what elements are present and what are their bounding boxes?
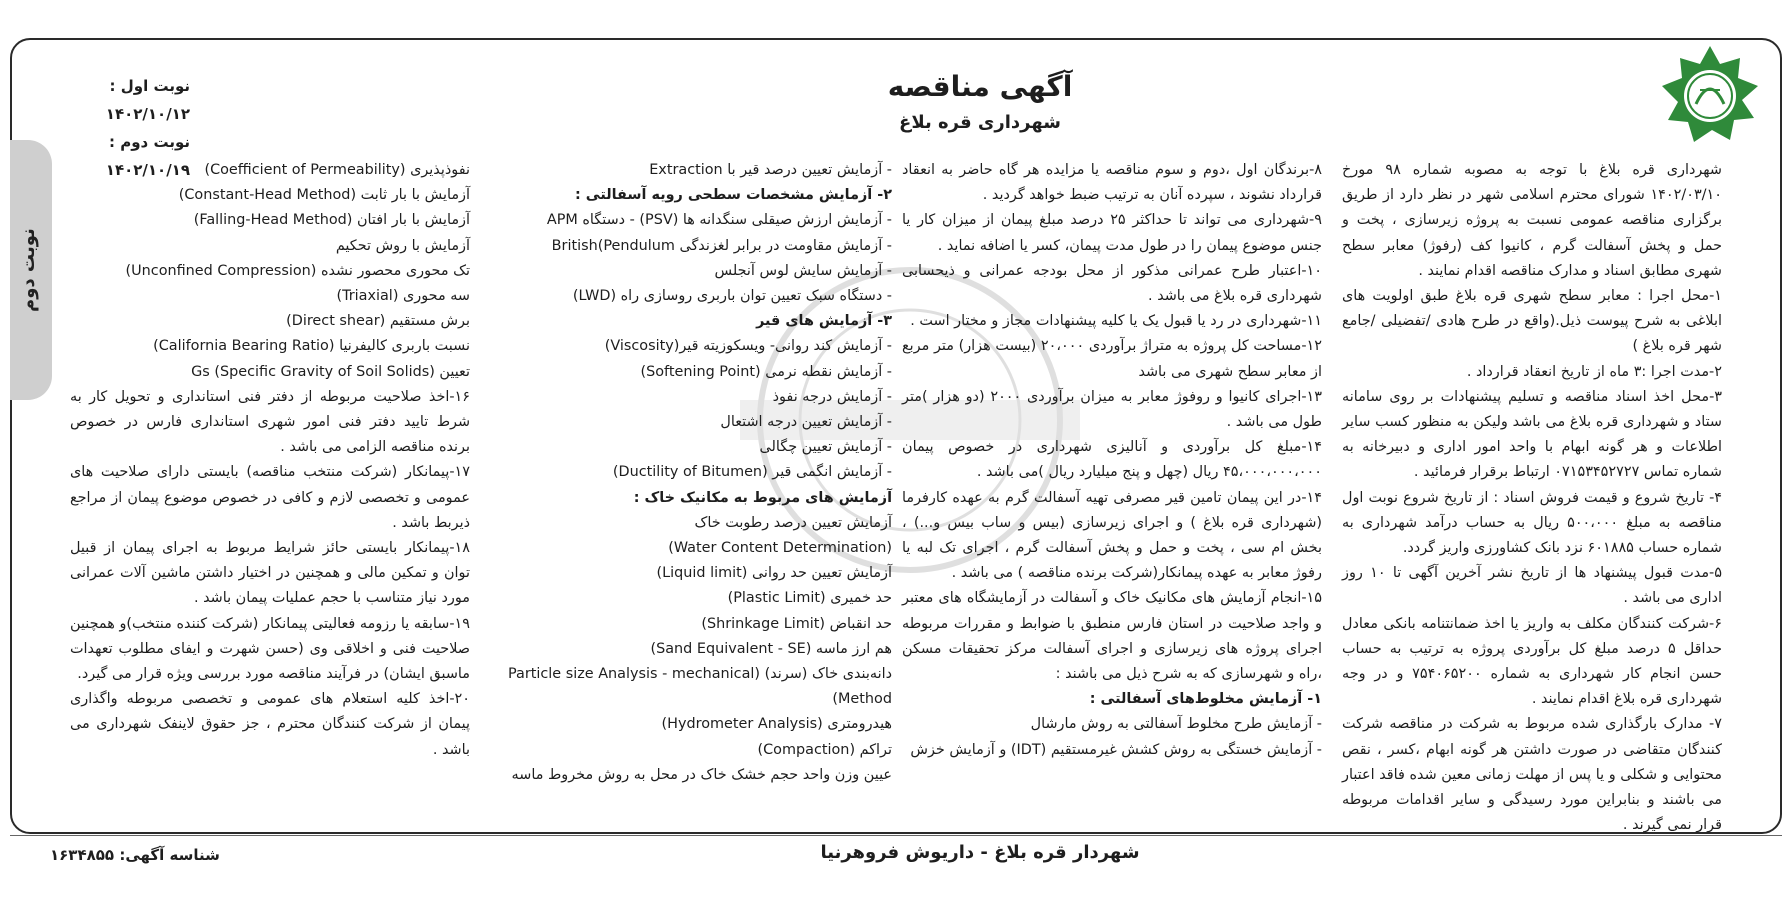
paragraph: ۱۳-اجرای کانیوا و روفوژ معابر به میزان برآوردی ۲۰۰۰ (دو هزار )متر طول می باشد . bbox=[902, 388, 1322, 431]
page-subtitle: شهرداری قره بلاغ bbox=[899, 112, 1061, 133]
paragraph: ۱۴-در این پیمان تامین قیر مصرفی تهیه آسفالت گرم به عهده کارفرما (شهرداری قره بلاغ ) و اجرای زیرسازی (بیس و ساب بیس و...) ، بخش ام سی ، پخت و حمل و پخش آسفالت گرم ، اجرای تک لبه یا رفوژ معابر به عهده پیمانکار(شرکت برنده مناقصه ) می باشد . bbox=[902, 489, 1322, 582]
paragraph: ۱۶-اخذ صلاحیت مربوطه از دفتر فنی استانداری و تحویل کار به شرط تایید دفتر فنی امور شهری استانداری فارس در خصوص برنده مناقصه الزامی می باشد . bbox=[70, 388, 470, 456]
side-tab-label: نوبت دوم bbox=[18, 228, 39, 312]
list-item: - آزمایش تعیین درصد قیر با Extraction bbox=[649, 162, 892, 178]
list-item: دانه‌بندی خاک (سرند) (Particle size Analysis - mechanical Method) bbox=[507, 666, 892, 708]
paragraph: ۲-مدت اجرا :۳ ماه از تاریخ انعقاد قرارداد . bbox=[1466, 363, 1722, 380]
list-item: حد خمیری (Plastic Limit) bbox=[727, 590, 892, 607]
paragraph: ۱۵-انجام آزمایش های مکانیک خاک و آسفالت در آزمایشگاه های معتبر و واجد صلاحیت در استان فارس منطبق با ضوابط و مقررات مربوطه اجرای پروژه های زیرسازی و اجرای آسفالت مرکز تحقیقات مسکن ،راه و شهرسازی که به شرح ذیل می باشند : bbox=[902, 590, 1322, 683]
list-item: - آزمایش انگمی قیر (Ductility of Bitumen) bbox=[612, 464, 892, 481]
paragraph: ۹-شهرداری می تواند تا حداکثر ۲۵ درصد مبلغ پیمان از میزان کار یا جنس موضوع پیمان را در طول مدت پیمان، کسر یا اضافه نماید . bbox=[902, 212, 1322, 254]
paragraph: ۱۸-پیمانکار بایستی حائز شرایط مربوط به اجرای پیمان از قبیل توان و تمکین مالی و همچنین در اختیار داشتن ماشین آلات عمرانی مورد نیاز متناسب با حجم عملیات پیمان باشد . bbox=[70, 540, 470, 607]
paragraph: ۱۰-اعتبار طرح عمرانی مذکور از محل بودجه عمرانی و ذیحسابی شهرداری قره بلاغ می باشد . bbox=[902, 262, 1322, 305]
ad-id: شناسه آگهی: ۱۶۳۴۸۵۵ bbox=[50, 846, 220, 864]
municipality-logo-icon bbox=[1658, 44, 1762, 148]
list-item: - آزمایش نقطه نرمی (Softening Point) bbox=[640, 363, 892, 380]
list-item: (Water Content Determination) bbox=[668, 540, 892, 557]
paragraph: ۱۱-شهرداری در رد یا قبول یک یا کلیه پیشنهادات مجاز و مختار است . bbox=[910, 313, 1322, 330]
paragraph: ۵-مدت قبول پیشنهاد ها از تاریخ نشر آخرین آگهی تا ۱۰ روز اداری می باشد . bbox=[1342, 565, 1722, 607]
list-item: آزمایش با بار ثابت (Constant-Head Method) bbox=[178, 187, 470, 204]
list-item: هیدرومتری (Hydrometer Analysis) bbox=[661, 716, 892, 733]
list-item: برش مستقیم (Direct shear) bbox=[286, 313, 470, 330]
list-item: نفوذپذیری (Coefficient of Permeability) bbox=[204, 162, 470, 178]
column-1 bbox=[1342, 158, 1722, 838]
list-item: - آزمایش تعیین چگالی bbox=[759, 439, 892, 456]
paragraph: ۴- تاریخ شروع و قیمت فروش اسناد : از تاریخ شروع نوبت اول مناقصه به مبلغ ۵۰۰،۰۰۰ ریال به حساب درآمد شهرداری به شماره حساب ۶۰۱۸۸۵ نزد بانک کشاورزی واریز گردد. bbox=[1342, 489, 1722, 557]
column-4 bbox=[70, 158, 470, 763]
list-item: - آزمایش سایش لوس آنجلس bbox=[714, 262, 892, 279]
list-item: - آزمایش تعیین درجه اشتعال bbox=[720, 414, 892, 431]
list-item: تعیین (Gs (Specific Gravity of Soil Solids bbox=[191, 363, 470, 380]
footer-divider bbox=[10, 835, 1782, 836]
paragraph: ۱۲-مساحت کل پروژه به متراژ برآوردی ۲۰،۰۰۰ (بیست هزار) متر مربع از معابر سطح شهری می باشد bbox=[902, 338, 1322, 380]
paragraph: ۱۷-پیمانکار (شرکت منتخب مناقصه) بایستی دارای صلاحیت های عمومی و تخصصی لازم و کافی در خصوص موضوع پیمان از مراجع ذیربط باشد . bbox=[70, 464, 470, 531]
list-item: هم ارز ماسه (Sand Equivalent - SE) bbox=[650, 640, 892, 657]
second-notice-date: نوبت دوم : ۱۴۰۲/۱۰/۱۹ bbox=[105, 133, 190, 179]
paragraph: شهرداری قره بلاغ با توجه به مصوبه شماره ۹۸ مورخ ۱۴۰۲/۰۳/۱۰ شورای محترم اسلامی شهر در نظر دارد از طریق برگزاری مناقصه عمومی نسبت به پروژه زیرسازی ، پخت و حمل و پخش آسفالت گرم ، کانیوا کف (رفوژ) معابر سطح شهری مطابق اسناد و مدارک مناقصه اقدام نمایند . bbox=[1342, 162, 1722, 279]
page-title: آگهی مناقصه bbox=[887, 70, 1073, 103]
list-item: تک محوری محصور نشده (Unconfined Compression) bbox=[125, 262, 470, 279]
list-item: - آزمایش خستگی به روش کشش غیرمستقیم (IDT) و آزمایش خزش bbox=[910, 741, 1322, 758]
paragraph: ۱۴-مبلغ کل برآوردی و آنالیزی شهرداری در خصوص پیمان ۴۵،۰۰۰،۰۰۰،۰۰۰ ریال (چهل و پنج میلیارد ریال )می باشد . bbox=[902, 439, 1322, 481]
column-3 bbox=[482, 158, 892, 788]
paragraph: ۷- مدارک بارگذاری شده مربوط به شرکت در مناقصه شرکت کنندگان متقاضی در صورت داشتن هر گونه ابهام ،کسر ، نقص محتوایی و شکلی و یا پس از مهلت زمانی معین شده فاقد اعتبار می باشند و بنابراین مورد رسیدگی و سایر اقدامات مربوطه قرار نمی گیرند . bbox=[1342, 716, 1722, 834]
list-item: آزمایش با روش تحکیم bbox=[335, 237, 470, 254]
list-item: - آزمایش کند روانی- ویسکوزیته قیر(Viscosity) bbox=[604, 338, 892, 355]
column-2 bbox=[902, 158, 1322, 763]
list-item: - آزمایش درجه نفوذ bbox=[772, 388, 892, 405]
list-item: آزمایش تعیین حد روانی (Liquid limit) bbox=[656, 565, 892, 582]
paragraph: ۸-برندگان اول ،دوم و سوم مناقصه یا مزایده هر گاه حاضر به انعقاد قرارداد نشوند ، سپرده آنان به ترتیب ضبط خواهد گردید . bbox=[902, 162, 1322, 204]
section-heading: ۲- آزمایش مشخصات سطحی رویه آسفالتی : bbox=[575, 187, 892, 204]
list-item: نسبت باربری کالیفرنیا (California Bearing Ratio) bbox=[153, 338, 470, 355]
list-item: - آزمایش ارزش صیقلی سنگدانه ها (PSV) - دستگاه APM bbox=[546, 212, 892, 229]
mayor-signature: شهردار قره بلاغ - داریوش فروهرنیا bbox=[820, 842, 1140, 863]
list-item: عیین وزن واحد حجم خشک خاک در محل به روش مخروط ماسه bbox=[511, 766, 892, 783]
list-item: - دستگاه سبک تعیین توان باربری روسازی راه (LWD) bbox=[572, 288, 892, 305]
paragraph: ۶-شرکت کنندگان مکلف به واریز یا اخذ ضمانتنامه بانکی معادل حداقل ۵ درصد مبلغ کل برآوردی پروژه به ترتیب به حساب حسن انجام کار شهرداری به شماره ۷۵۴۰۶۵۲۰۰ و در وجه شهرداری قره بلاغ اقدام نمایند . bbox=[1342, 615, 1722, 708]
section-heading: آزمایش های مربوط به مکانیک خاک : bbox=[633, 489, 892, 506]
list-item: - آزمایش طرح مخلوط آسفالتی به روش مارشال bbox=[1030, 716, 1322, 733]
section-heading: ۳- آزمایش های قیر bbox=[756, 313, 892, 330]
first-notice-date: نوبت اول : ۱۴۰۲/۱۰/۱۲ bbox=[105, 77, 190, 123]
list-item: تراکم (Compaction) bbox=[757, 741, 892, 758]
paragraph: ۲۰-اخذ کلیه استعلام های عمومی و تخصصی مربوطه واگذاری پیمان از شرکت کنندگان محترم ، جز حقوق لاینفک شهرداری می باشد . bbox=[70, 691, 470, 758]
list-item: آزمایش تعیین درصد رطوبت خاک bbox=[694, 514, 892, 531]
paragraph: ۳-محل اخذ اسناد مناقصه و تسلیم پیشنهادات بر روی سامانه ستاد و شهرداری قره بلاغ می باشد ولیکن به منظور کسب سایر اطلاعات و هر گونه ابهام با واحد امور اداری و دبیرخانه به شماره تماس ۰۷۱۵۳۴۵۲۷۲۷ ارتباط برقرار فرمائید . bbox=[1342, 388, 1722, 481]
paragraph: ۱-محل اجرا : معابر سطح شهری قره بلاغ طبق اولویت های ابلاغی به شرح پیوست ذیل.(واقع در طرح هادی /تفضیلی /جامع شهر قره بلاغ ) bbox=[1342, 288, 1722, 355]
list-item: - آزمایش مقاومت در برابر لغزندگی British(Pendulum bbox=[551, 237, 892, 254]
section-heading: ۱- آزمایش مخلوط‌های آسفالتی : bbox=[1089, 691, 1322, 708]
list-item: آزمایش با بار افتان (Falling-Head Method) bbox=[193, 212, 470, 229]
list-item: حد انقباض (Shrinkage Limit) bbox=[701, 615, 892, 632]
list-item: سه محوری (Triaxial) bbox=[336, 288, 470, 305]
paragraph: ۱۹-سابقه یا رزومه فعالیتی پیمانکار (شرکت کننده منتخب)و همچنین صلاحیت فنی و اخلاقی وی (حسن شهرت و ایفای مطلوب تعهدات ماسبق ایشان) در فرآیند مناقصه مورد بررسی ویژه قرار می گیرد. bbox=[70, 615, 470, 683]
